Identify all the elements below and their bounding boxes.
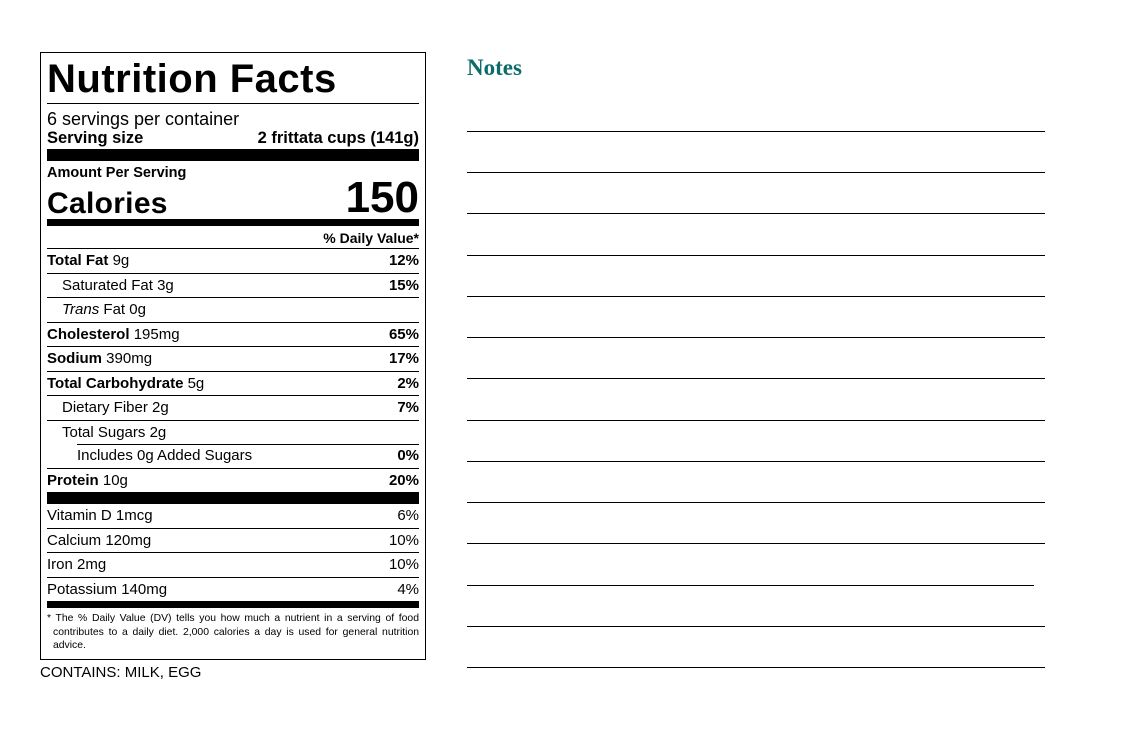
nutrient-amount: 3g [157, 276, 174, 294]
nutrient-row-protein [47, 468, 419, 493]
nutrient-amount: 2g [149, 423, 167, 441]
nutrient-percent: 17% [388, 350, 419, 367]
nutrient-name: Total Carbohydrate [47, 374, 184, 392]
nutrient-amount: 5g [187, 374, 205, 392]
serving-size-row [47, 129, 419, 149]
allergen-statement: CONTAINS: MILK, EGG [40, 664, 202, 681]
nutrient-name: Protein [47, 471, 99, 489]
nutrient-percent: 12% [388, 252, 419, 269]
serving-size-value: 2 frittata cups (141g) [257, 129, 419, 147]
nutrient-name: Includes 0g Added Sugars [77, 447, 253, 464]
nutrient-name: Cholesterol [47, 325, 130, 343]
amount-per-serving: Amount Per Serving [47, 165, 187, 181]
nutrient-percent: 15% [388, 276, 419, 294]
nutrient-amount: 195mg [133, 325, 180, 343]
note-line [467, 543, 1045, 544]
note-line [467, 667, 1045, 668]
vitamin-name: Calcium 120mg [47, 531, 152, 549]
nutrient-name: Trans [62, 301, 100, 318]
nutrient-amount: 390mg [106, 350, 153, 367]
calories-label: Calories [47, 187, 168, 220]
vitamin-row-potassium [47, 577, 419, 602]
nutrient-name: Saturated Fat [62, 276, 153, 294]
vitamin-percent: 4% [397, 580, 419, 598]
note-line [467, 461, 1045, 462]
note-line [467, 378, 1045, 379]
nutrient-percent: 65% [388, 325, 419, 343]
vitamin-row-iron [47, 552, 419, 577]
nutrient-name-suffix: Fat [103, 301, 126, 318]
serving-size-label: Serving size [47, 129, 144, 147]
note-line [467, 337, 1045, 338]
nutrient-row-sodium [47, 346, 419, 371]
nutrient-amount: 2g [152, 399, 169, 416]
vitamin-percent: 6% [397, 507, 419, 524]
vitamin-name: Potassium 140mg [47, 580, 168, 598]
note-line [467, 296, 1045, 297]
vitamin-percent: 10% [388, 531, 419, 549]
nutrient-percent: 7% [397, 399, 419, 416]
note-line [467, 213, 1045, 214]
note-line [467, 255, 1045, 256]
nutrient-row-trans-fat [47, 297, 419, 322]
nutrient-amount: 10g [102, 471, 128, 489]
nutrient-percent: 2% [397, 374, 419, 392]
vitamin-row-vitamin-d [47, 504, 419, 528]
note-line [467, 420, 1045, 421]
nutrient-name: Sodium [47, 350, 102, 367]
nutrient-name: Total Sugars [62, 423, 146, 441]
servings-per-container: 6 servings per container [47, 109, 240, 129]
nutrient-amount: 0g [129, 301, 146, 318]
nutrient-row-saturated-fat [47, 273, 419, 298]
nutrient-row-cholesterol [47, 322, 419, 347]
nutrient-row-total-carbohydrate [47, 371, 419, 396]
nutrient-row-dietary-fiber [47, 395, 419, 420]
nutrient-row-added-sugars [47, 444, 419, 468]
vitamin-percent: 10% [388, 556, 419, 573]
note-line [467, 585, 1034, 586]
daily-value-footnote: * The % Daily Value (DV) tells you how much a nutrient in a serving of food contributes to a daily diet. 2,000 calories a day is used for general nutrition advice. [47, 613, 419, 651]
vitamins-section [47, 504, 419, 601]
notes-title: Notes [467, 55, 522, 80]
nutrition-facts-label [40, 52, 426, 660]
vitamin-row-calcium [47, 528, 419, 553]
note-line [467, 626, 1045, 627]
note-line [467, 131, 1045, 132]
note-line [467, 172, 1045, 173]
vitamin-name: Vitamin D 1mcg [47, 507, 153, 524]
note-line [467, 502, 1045, 503]
calories-value: 150 [345, 173, 419, 222]
nutrition-facts-title: Nutrition Facts [47, 57, 337, 101]
nutrient-amount: 9g [112, 252, 130, 269]
nutrient-name: Total Fat [47, 252, 109, 269]
nutrient-percent: 20% [388, 471, 419, 489]
daily-value-header: % Daily Value* [323, 230, 419, 246]
nutrient-name: Dietary Fiber [62, 399, 148, 416]
nutrient-percent: 0% [397, 447, 419, 464]
nutrient-row-total-sugars [47, 420, 419, 445]
nutrient-row-total-fat [47, 248, 419, 273]
vitamin-name: Iron 2mg [47, 556, 107, 573]
